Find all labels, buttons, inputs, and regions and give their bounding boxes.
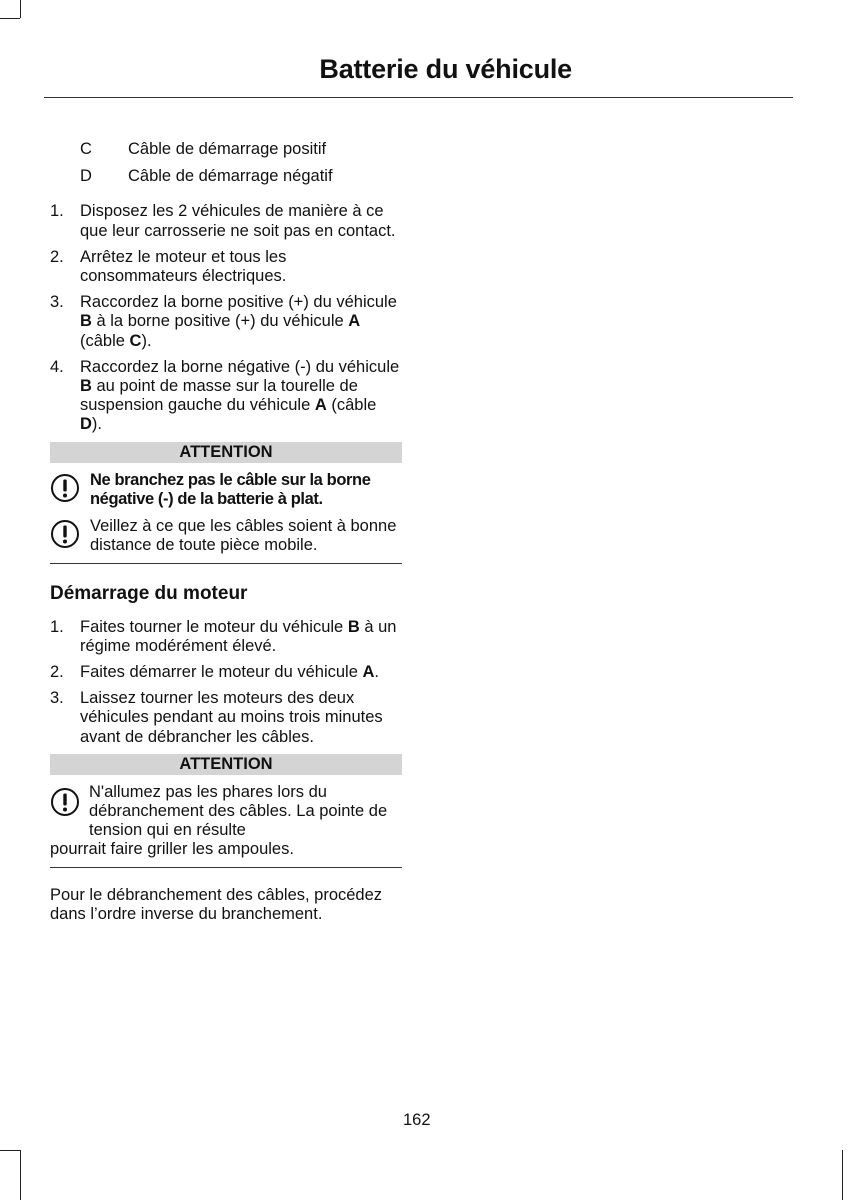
attention-rule xyxy=(50,867,402,868)
step-number: 3. xyxy=(50,689,64,708)
crop-mark xyxy=(842,1150,843,1200)
legend xyxy=(50,140,402,186)
crop-mark xyxy=(0,18,20,19)
step-number: 1. xyxy=(50,617,64,636)
step-text: Disposez les 2 véhicules de manière à ce que leur carrosserie ne soit pas en contact. xyxy=(80,202,396,240)
content-column xyxy=(50,140,402,924)
steps-list xyxy=(50,618,402,747)
step-number: 3. xyxy=(50,293,64,312)
legend-letter: C xyxy=(80,140,92,158)
step-item xyxy=(50,293,402,351)
section-title: Démarrage du moteur xyxy=(50,583,248,605)
steps-list xyxy=(50,202,402,434)
attention-box xyxy=(50,754,402,868)
page-title: Batterie du véhicule xyxy=(319,54,572,84)
warning-text: Ne branchez pas le câble sur la borne négative (-) de la batterie à plat. xyxy=(90,470,371,508)
legend-item xyxy=(80,140,402,159)
warning-item xyxy=(50,471,402,509)
warning-item xyxy=(50,517,402,555)
step-number: 4. xyxy=(50,357,64,376)
warning-text-continued: pourrait faire griller les ampoules. xyxy=(50,840,294,859)
step-text: Laissez tourner les moteurs des deux véhicules pendant au moins trois minutes avant de débrancher les câbles. xyxy=(80,689,383,746)
step-item xyxy=(50,358,402,435)
warning-text: Veillez à ce que les câbles soient à bonne distance de toute pièce mobile. xyxy=(90,517,397,555)
warning-icon xyxy=(50,785,86,822)
step-number: 1. xyxy=(50,202,64,221)
step-item xyxy=(50,202,402,240)
attention-rule xyxy=(50,563,402,564)
title-rule xyxy=(44,97,793,98)
legend-text: Câble de démarrage positif xyxy=(128,140,327,158)
legend-text: Câble de démarrage négatif xyxy=(128,167,333,186)
closing-paragraph: Pour le débranchement des câbles, procédez dans l’ordre inverse du branchement. xyxy=(50,885,383,923)
step-text: Arrêtez le moteur et tous les consommateurs électriques. xyxy=(80,247,287,286)
step-item xyxy=(50,663,402,682)
step-item xyxy=(50,618,402,656)
page-number: 162 xyxy=(403,1111,431,1129)
step-item xyxy=(50,248,402,286)
step-number: 2. xyxy=(50,247,64,266)
step-text: Faites tourner le moteur du véhicule B à un régime modérément élevé. xyxy=(80,617,397,655)
warning-icon xyxy=(50,517,90,555)
step-text: Raccordez la borne positive (+) du véhicule B à la borne positive (+) du véhicule A (câble C). xyxy=(80,293,397,350)
step-number: 2. xyxy=(50,663,64,682)
legend-letter: D xyxy=(80,167,92,186)
step-text: Raccordez la borne négative (-) du véhicule B au point de masse sur la tourelle de suspension gauche du véhicule A (câble D). xyxy=(80,357,400,434)
crop-mark xyxy=(20,0,21,18)
attention-heading: ATTENTION xyxy=(50,754,402,775)
warning-item xyxy=(50,783,402,860)
step-item xyxy=(50,689,402,747)
legend-item xyxy=(80,167,402,186)
warning-text: N'allumez pas les phares lors du débranchement des câbles. La pointe de tension qui en résulte xyxy=(89,782,388,840)
warning-icon xyxy=(50,471,90,509)
step-text: Faites démarrer le moteur du véhicule A. xyxy=(80,663,379,682)
attention-box xyxy=(50,442,402,565)
attention-heading: ATTENTION xyxy=(50,442,402,463)
crop-mark xyxy=(0,1150,20,1151)
crop-mark xyxy=(20,1150,21,1200)
